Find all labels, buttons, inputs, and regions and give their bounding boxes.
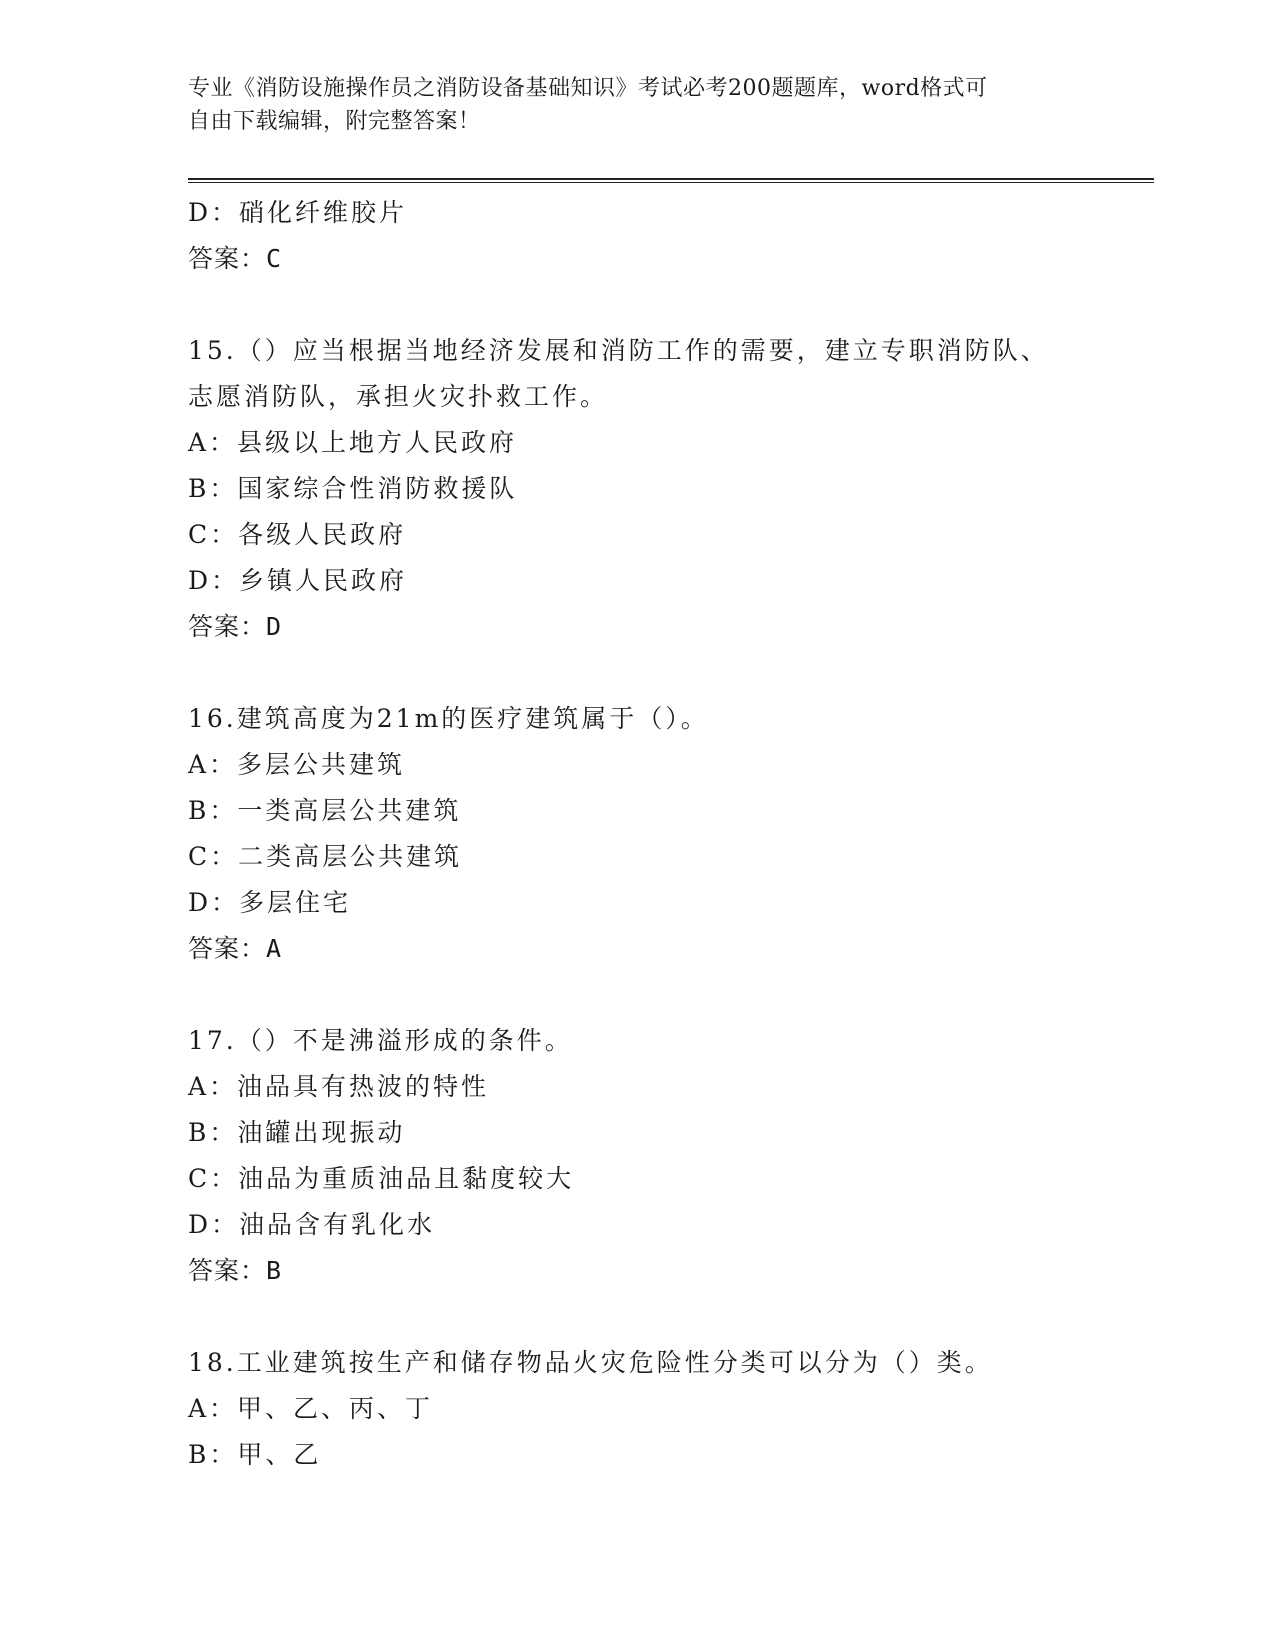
answer-value: B: [266, 1256, 283, 1285]
option-d: D：多层住宅: [188, 888, 352, 917]
option-a: A：甲、乙、丙、丁: [188, 1394, 434, 1423]
option-b: B：甲、乙: [188, 1440, 322, 1469]
spacer: [188, 972, 1118, 1018]
option-d: D：硝化纤维胶片: [188, 198, 408, 227]
option-c: C：油品为重质油品且黏度较大: [188, 1164, 575, 1193]
header-title-line-1: 专业《消防设施操作员之消防设备基础知识》考试必考200题题库，word格式可: [188, 76, 988, 101]
answer-value: A: [266, 934, 283, 963]
answer-value: D: [266, 612, 283, 641]
question-stem: 18.工业建筑按生产和储存物品火灾危险性分类可以分为（）类。: [188, 1348, 993, 1377]
answer-label: 答案：: [188, 612, 267, 641]
spacer: [188, 282, 1118, 328]
question-15: [188, 328, 1118, 650]
option-a: A：县级以上地方人民政府: [188, 428, 518, 457]
question-stem: 17.（）不是沸溢形成的条件。: [188, 1026, 573, 1055]
option-b: B：国家综合性消防救援队: [188, 474, 518, 503]
header-divider: [188, 178, 1154, 183]
option-a: A：油品具有热波的特性: [188, 1072, 490, 1101]
question-17: [188, 1018, 1118, 1294]
spacer: [188, 1294, 1118, 1340]
question-stem: 16.建筑高度为21m的医疗建筑属于（）。: [188, 704, 709, 733]
header-title-line-2: 自由下载编辑，附完整答案！: [188, 109, 481, 134]
answer-line: [188, 604, 1118, 650]
page-header: [188, 72, 1068, 138]
option-d: D：乡镇人民政府: [188, 566, 408, 595]
question-18: [188, 1340, 1118, 1478]
answer-label: 答案：: [188, 244, 267, 273]
answer-label: 答案：: [188, 934, 267, 963]
option-c: C：各级人民政府: [188, 520, 407, 549]
answer-line: [188, 926, 1118, 972]
spacer: [188, 650, 1118, 696]
option-d: D：油品含有乳化水: [188, 1210, 436, 1239]
option-c: C：二类高层公共建筑: [188, 842, 463, 871]
answer-line: [188, 1248, 1118, 1294]
question-stem: 15.（）应当根据当地经济发展和消防工作的需要，建立专职消防队、: [188, 336, 1049, 365]
option-a: A：多层公共建筑: [188, 750, 406, 779]
answer-value: C: [266, 244, 283, 273]
option-b: B：油罐出现振动: [188, 1118, 406, 1147]
option-b: B：一类高层公共建筑: [188, 796, 462, 825]
question-list: [188, 190, 1118, 1478]
question-16: [188, 696, 1118, 972]
answer-label: 答案：: [188, 1256, 267, 1285]
question-stem-continued: 志愿消防队，承担火灾扑救工作。: [188, 382, 609, 411]
answer-line: [188, 236, 1118, 282]
